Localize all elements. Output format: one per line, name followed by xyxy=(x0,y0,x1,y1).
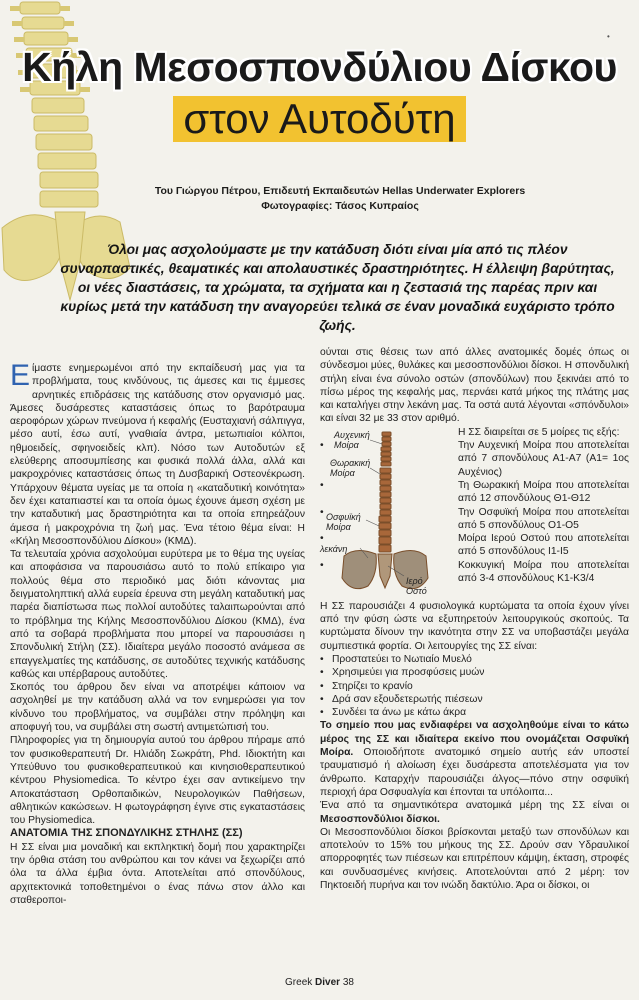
list-item: • Μοίρα Ιερού Οστού που αποτελείται από 5 σπονδύλους Ι1-Ι5 xyxy=(320,532,629,559)
list-item: • Στηρίζει το κρανίο xyxy=(320,680,629,693)
list-item: • Τη Θωρακική Μοίρα που αποτελείται από 12 σπονδύλους Θ1-Θ12 xyxy=(320,479,629,506)
article-title-line2-wrap xyxy=(0,96,639,142)
list-item: • Συνδέει τα άνω με κάτω άκρα xyxy=(320,706,629,719)
label-lumbar: Οσφυϊκή Μοίρα xyxy=(326,511,361,532)
footer-page-number: 38 xyxy=(342,977,354,988)
right-column xyxy=(320,346,629,892)
label-sacrum: Ιερό Οστό xyxy=(406,575,427,596)
right-paragraph-4 xyxy=(320,719,629,799)
list-item: • Δρά σαν εξουδετερωτής πιέσεων xyxy=(320,693,629,706)
right-paragraph-5-bold: Μεσοσπονδύλιοι δίσκοι. xyxy=(320,813,440,825)
left-paragraph-1 xyxy=(10,359,305,548)
drop-cap: Ε xyxy=(10,359,31,392)
list-item: • Την Αυχενική Μοίρα που αποτελείται από 7 σπονδύλους Α1-Α7 (Α1= 1ος Αυχένιος) xyxy=(320,439,629,479)
lead-paragraph: Όλοι μας ασχολούμαστε με την κατάδυση διότι είναι μία από τις πλέον συναρπαστικές, θεαματικές και απολαυστικές δραστηριότητες. Η έλλειψη βαρύτητας, οι νέες διαστάσεις, τα χρώματα, τα σχήματα και η ζεστασιά της παρέας πριν και κυρίως μετά την κατάδυση την αναγορεύει τελικά σε έναν μοναδικά ευχάριστο τρόπο ζωής. xyxy=(60,242,615,333)
right-paragraph-3: Η ΣΣ παρουσιάζει 4 φυσιολογικά κυρτώματα τα οποία έχουν γίνει από την φύση ώστε να εξυπηρετούν λειτουργικούς σκοπούς. Τα κυρτώματα δίνουν την ικανότητα στην ΣΣ να υποβαστάζει μεγάλα συμπιεστικά φορτία. Οι λειτουργίες της ΣΣ είναι: xyxy=(320,600,629,652)
right-paragraph-2: Η ΣΣ διαιρείται σε 5 μοίρες τις εξής: xyxy=(458,426,620,438)
left-paragraph-5: Η ΣΣ είναι μια μοναδική και εκπληκτική δομή που χαρακτηρίζει την όρθια στάση του ανθρώπου και τον κάνει να ξεχωρίζει από όλα τα άλλα έμβια όντα. Αποτελείται από σπονδύλους, αρχιτεκτονικά τοποθετημένοι ο ένας πάνω στον άλλο και σταθεροποι- xyxy=(10,841,305,906)
right-paragraph-5 xyxy=(320,799,629,826)
article-title-line2: στον Αυτοδύτη xyxy=(173,96,465,142)
label-pelvis: λεκάνη xyxy=(320,543,348,554)
article-title-line1: Κήλη Μεσοσπονδύλιου Δίσκου xyxy=(22,44,617,90)
left-column xyxy=(10,359,305,907)
left-paragraph-4: Πληροφορίες για τη δημιουργία αυτού του άρθρου πήραμε από τον φυσικοθεραπευτή Dr. Ηλιάδη Σωκράτη, Phd. Ιδιοκτήτη και Υπεύθυνο του φυσικοθεραπευτικού και κινησιοθεραπευτικού κέντρου Physiomedica. Το κέντρο έχει σαν αντικείμενο την Αποκατάσταση Ορθοπαιδικών, Νευρολογικών Παθήσεων, αθλητικών κακώσεων. Η φωτογράφηση έγινε στις εγκαταστάσεις του Physiomedica. xyxy=(10,735,305,827)
list-item: • Χρησιμεύει για προσφύσεις μυών xyxy=(320,666,629,679)
list-item: • Κοκκυγική Μοίρα που αποτελείται από 3-4 σπονδύλους Κ1-Κ3/4 xyxy=(320,559,629,586)
right-paragraph-1: ούνται στις θέσεις των από άλλες ανατομικές δομές όπως οι σύνδεσμοι μύες, θυλάκες και μεσοσπονδύλιοι δίσκοι. Η σπονδυλική στήλη είναι ένα σύνολο οστών (σπονδύλων) που ξεκινάει από το πίσω μέρος της κεφαλής μας, περνάει κατά μήκος της πλάτης μας και καταλήγει στην λεκάνη μας. Τα οστά αυτά λέγονται «σπόνδυλοι» και είναι 32 με 33 στον αριθμό. xyxy=(320,347,629,425)
footer-magazine: Greek xyxy=(285,977,313,988)
left-paragraph-3: Σκοπός του άρθρου δεν είναι να αποτρέψει κάποιον να ασχοληθεί με την κατάδυση αλλά να τον ενημερώσει για τον κίνδυνο του προβλήματος, να συμβάλει στην πρόληψη και αποφυγή του, να συμβάλει στη σωστή αντιμετώπισή του. xyxy=(10,682,305,734)
right-paragraph-5-text: Ένα από τα σημαντικότερα ανατομικά μέρη της ΣΣ είναι οι xyxy=(320,800,629,812)
label-cervical: Αυχενική Μοίρα xyxy=(334,429,370,450)
right-paragraph-4-text: Οποιοδήποτε ανατομικό σημείο αυτής εάν υποστεί τραυματισμό ή αλοίωση έχει δυσάρεστα αποτελέσματα για τον άνθρωπο. Καταρχήν παρουσιάζει άλγος—πόνο στην οσφυϊκή περιοχή άρα Οσφυαλγία και έπονται τα υπόλοιπα... xyxy=(320,747,629,798)
spine-regions-list xyxy=(320,439,629,585)
label-thoracic: Θωρακική Μοίρα xyxy=(330,457,371,478)
list-item: • Την Οσφυϊκή Μοίρα που αποτελείται από 5 σπονδύλους Ο1-Ο5 xyxy=(320,506,629,533)
left-paragraph-2: Τα τελευταία χρόνια ασχολούμαι ευρύτερα με το θέμα της υγείας και αποφάσισα να παρουσιάσω αυτό το πολύ επίκαιρο για πολλούς θέμα στο περιοδικό μας διότι κάνοντας μια δειγματοληπτική αλλά ευρεία έρευνα στη μεγάλη καταδυτική μας παρέα διαπίστωσα πως πολλοί αυτοδύτες ταλαιπωρούνται από το πρόβλημα της Κήλης Μεσοσπονδύλιου Δίσκου (ΚΜΔ), ένα από τα σοβαρά προβλήματα που μπορεί να παρουσιάσει η Σπονδυλική Στήλη (ΣΣ). Ιδιαίτερα μεγάλο ποσοστό ανάμεσα σε επαγγελματίες της κατάδυσης, σε αυτοδύτες τεχνικής κατάδυσης καθώς και υπέρβαρους αυτοδύτες. xyxy=(10,549,305,680)
spine-functions-list xyxy=(320,653,629,719)
section-heading-anatomy: ΑΝΑΤΟΜΙΑ ΤΗΣ ΣΠΟΝΔΥΛΙΚΗΣ ΣΤΗΛΗΣ (ΣΣ) xyxy=(10,827,243,840)
right-paragraph-4-bold: Το σημείο που μας ενδιαφέρει να ασχοληθούμε είναι το κάτω μέρος της ΣΣ και ιδιαίτερα εκείνο που ονομάζεται Οσφυϊκή Μοίρα. xyxy=(320,720,629,759)
right-paragraph-6: Οι Μεσοσπονδύλιοι δίσκοι βρίσκονται μεταξύ των σπονδύλων και αποτελούν το 15% του μήκους της ΣΣ. Δρούν σαν Υδραυλικοί απορροφητές των πιέσεων και επιτρέπουν κάμψη, έκταση, στροφές και συνδυασμένες κινήσεις. Αποτελούνται από 2 μέρη: τον Πηκτοειδή πυρήνα και τον ινώδη δακτύλιο. Άρα οι δίσκοι, οι xyxy=(320,826,629,892)
byline-author: Του Γιώργου Πέτρου, Επιδευτή Εκπαιδευτών Hellas Underwater Explorers xyxy=(154,185,526,197)
byline-photos: Φωτογραφίες: Τάσος Κυπραίος xyxy=(261,200,419,212)
page-footer xyxy=(0,977,639,988)
byline xyxy=(150,184,530,214)
corner-mark: • xyxy=(607,32,610,41)
list-item: • Προστατεύει το Νωτιαίο Μυελό xyxy=(320,653,629,666)
footer-brand: Diver xyxy=(315,977,341,988)
left-paragraph-1-text: ίμαστε ενημερωμένοι από την εκπαίδευσή μας για τα προβλήματα, τους κινδύνους, τις άμεσες και τις έμμεσες αρνητικές επιδράσεις της κατάδυσης στον οργανισμό μας. Άμεσες δυσάρεστες καταστάσεις όπως το βαρότραυμα αεροφόρων χώρων πνεύμονα ή κεφαλής (Ευσταχιανή σάλπιγγα, μέσο αυτί, έσω αυτί, γναθιαία άντρα, μετωπιαίοι κόλποι, ηθμοειδείς, σφηνοειδείς κλπ). Νόσο των Αυτοδυτών εξ ελεύθερης αποσυμπίεσης και φυσικά πολλά άλλα, αλλά και μακροχρόνιες καταστάσεις όπως τη Δυσβαρική Οστεονέκρωση. Υπάρχουν θέματα υγείας με τα οποία η «καταδυτική κοινότητα» δεν έχει καταπιαστεί και τα οποία όμως έχουνε άμεση σχέση με την καταδυτική μας δραστηριότητα και τα οποία επηρεάζουν άμεσα ή μακροχρόνια τη ζωή μας. Ένα τέτοιο θέμα είναι: Η «Κήλη Μεσοσπονδύλιου Δίσκου» (ΚΜΔ). xyxy=(10,363,305,547)
